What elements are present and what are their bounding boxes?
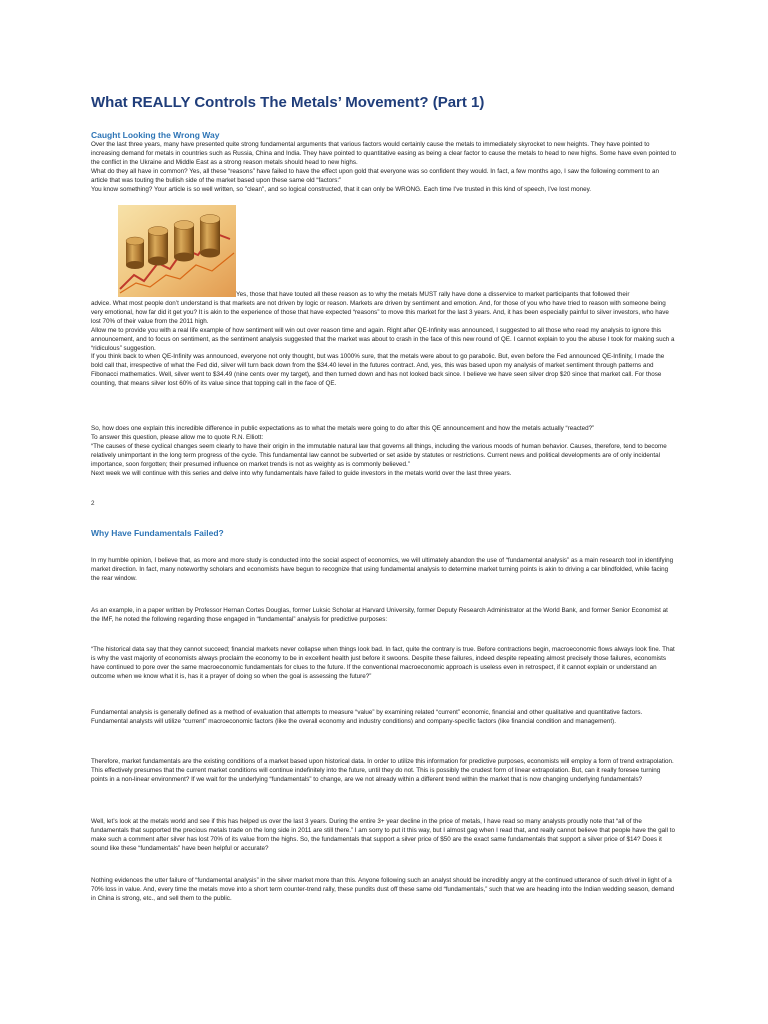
paragraph: If you think back to when QE-Infinity was announced, everyone not only thought, but was 1000% sure, that the metals were about to go parabolic. But, even before the Fed announced QE-Infinity, I made the bold call that, irrespective of what the Fed did, silver will turn back down from the $34.40 level in the futures contract. And, yes, this was based upon my analysis of market sentiment through patterns and Fibonacci mathematics. Well, silver went to $34.49 (nine cents over my target), and then turned down and has not looked back since. I believe we have seen silver drop $20 since that market call. For those counting, that means silver lost 60% of its value since that topping call in the face of QE. <box>91 353 665 388</box>
paragraph: Yes, those that have touted all these reason as to why the metals MUST rally have done a disservice to market participants that followed their <box>236 291 630 298</box>
section1-body <box>91 300 677 389</box>
section1-tail <box>91 425 677 478</box>
paragraph: To answer this question, please allow me to quote R.N. Elliott: <box>91 433 264 441</box>
page-title: What REALLY Controls The Metals’ Movement? (Part 1) <box>91 94 485 111</box>
paragraph: Next week we will continue with this series and delve into why fundamentals have failed to guide investors in the metals world over the last three years. <box>91 469 512 477</box>
section-heading-caught-looking: Caught Looking the Wrong Way <box>91 130 220 140</box>
coins-photo <box>118 205 236 297</box>
paragraph: What do they all have in common? Yes, all these “reasons” have failed to have the effect upon gold that everyone was so confident they would. In fact, a few months ago, I saw the following comment to an article that was touting the bullish side of the market based upon these same old “factors:” <box>91 167 659 184</box>
paragraph: Over the last three years, many have presented quite strong fundamental arguments that various factors would certainly cause the metals to immediately skyrocket to new heights. They have pointed to increasing demand for metals in countries such as Russia, China and India. They have pointed to quantitative easing as being a clear factor to cause the metals to head to new highs. Some have even pointed to the conflict in the Ukraine and Middle East as a strong reason metals should head to new highs. <box>91 141 677 166</box>
paragraph: In my humble opinion, I believe that, as more and more study is conducted into the social aspect of economics, we will ultimately abandon the use of “fundamental analysis” as a main research tool in identifying market direction. In fact, many noteworthy scholars and economists have begun to recognize that using fundamental analysis to determine market turning points is akin to driving a car blindfolded, while facing the rear window. <box>91 557 674 582</box>
paragraph: advice. What most people don’t understand is that markets are not driven by logic or reason. Markets are driven by sentiment and emotion. And, for those of you who have tried to reason with someone being very emotional, how far did it get you? It is akin to the experience of those that have expected “reasons” to move this market for the last 3 years. And, it has been especially painful to silver investors, who have lost 70% of their value from the 2011 high. <box>91 300 669 325</box>
paragraph: Allow me to provide you with a real life example of how sentiment will win out over reason time and again. Right after QE-Infinity was announced, I suggested to all those who read my analysis to ignore this announcement, and to focus on sentiment, as the sentiment analysis suggested that the market was about to crash in the face of this new round of QE. I cannot explain to you the abuse I took for making such a “ridiculous” suggestion. <box>91 326 675 352</box>
section1-intro <box>91 141 677 194</box>
paragraph: You know something? Your article is so well written, so "clean", and so logical constructed, that it can only be WRONG. Each time I've trusted in this kind of speech, I've lost money. <box>91 185 592 193</box>
paragraph: Therefore, market fundamentals are the existing conditions of a market based upon historical data. In order to utilize this information for predictive purposes, economists will employ a form of trend extrapolation. This effectively presumes that the current market conditions will continue indefinitely into the future, until they do not. This is possibly the crudest form of linear extrapolation. But, can it really foresee turning points in a non-linear environment? If we wait for the underlying “fundamentals” to change, are we not already within a different trend within the market that is now changing underlying fundamentals? <box>91 758 674 783</box>
section-heading-why-fundamentals: Why Have Fundamentals Failed? <box>91 528 224 538</box>
paragraph: Fundamental analysis is generally defined as a method of evaluation that attempts to measure “value” by examining related “current” economic, financial and other qualitative and quantitative factors. Fundamental analysts will utilize “current” macroeconomic factors (like the overall economy and industry conditions) and company-specific factors (like financial condition and management). <box>91 709 643 725</box>
block-quote: “The causes of these cyclical changes seem clearly to have their origin in the immutable natural law that governs all things, including the various moods of human behavior. Causes, therefore, tend to become relatively unimportant in the long term progress of the cycle. This fundamental law cannot be subverted or set aside by statutes or restrictions. Current news and political developments are of only incidental importance, soon forgotten; their presumed influence on market trends is not as weighty as is commonly believed.” <box>91 442 667 468</box>
paragraph: Well, let’s look at the metals world and see if this has helped us over the last 3 years. During the entire 3+ year decline in the price of metals, I have read so many analysts proudly note that “all of the fundamentals that supported the precious metals trade on the long side in 2011 are still there.” I am sorry to put it this way, but I almost gag when I read that, and really cannot believe that people have the gall to make such a comment after silver has lost 70% of its value from the highs. So, the fundamentals that support a silver price of $50 are the exact same fundamentals that support a silver price of $14? Does it sound like these “fundamentals” have been helpful or accurate? <box>91 818 675 852</box>
paragraph: Nothing evidences the utter failure of “fundamental analysis” in the silver market more than this. Anyone following such an analyst should be incredibly angry at the continued utterance of such drivel in light of a 70% loss in value. And, every time the metals move into a short term counter-trend rally, these pundits dust off these same old “fundamentals,” such that we are heading into the Indian wedding season, demand in China is strong, etc., and sell them to the public. <box>91 877 675 902</box>
page-number: 2 <box>91 500 95 507</box>
paragraph: So, how does one explain this incredible difference in public expectations as to what the metals were going to do after this QE announcement and how the metals actually “reacted?” <box>91 425 595 432</box>
paragraph: As an example, in a paper written by Professor Hernan Cortes Douglas, former Luksic Scholar at Harvard University, former Deputy Research Administrator at the World Bank, and former Senior Economist at the IMF, he noted the following regarding those engaged in “fundamental” analysis for predictive purposes: <box>91 607 668 623</box>
block-quote: “The historical data say that they cannot succeed; financial markets never collapse when things look bad. In fact, quite the contrary is true. Before contractions begin, macroeconomic flows always look fine. That is why the vast majority of economists always proclaim the economy to be in excellent health just before it swoons. Despite these failures, indeed despite repeating almost precisely those failures, economists have continued to pore over the same macroeconomic fundamentals for clues to the future. If the conventional macroeconomic approach is useless even in retrospect, if it cannot explain or understand an outcome when we know what it is, has it a prayer of doing so when the goal is assessing the future?” <box>91 646 675 680</box>
